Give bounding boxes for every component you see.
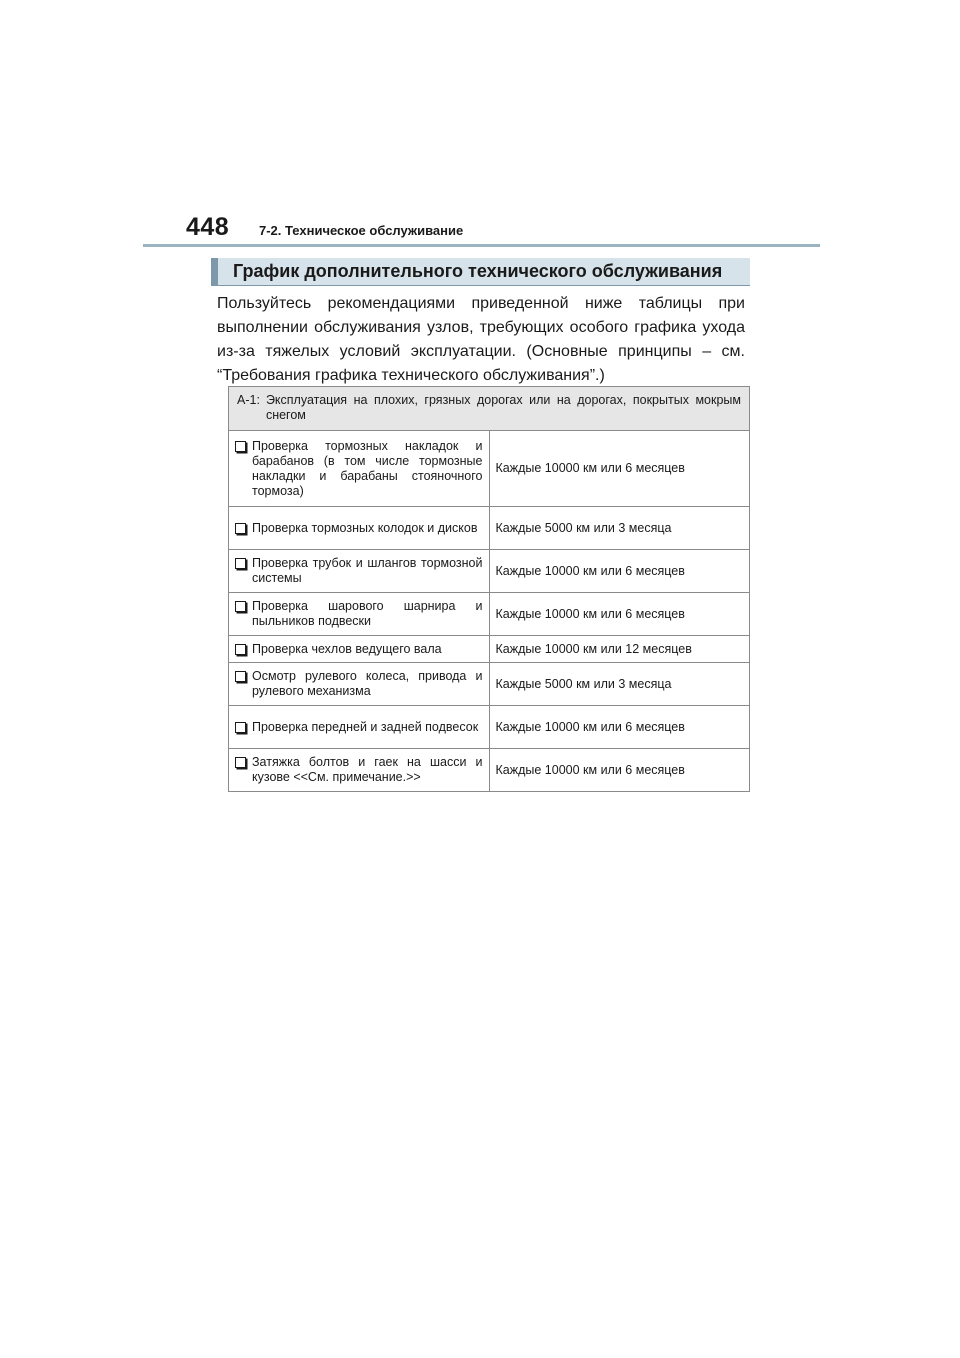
maintenance-table: [228, 386, 750, 792]
page-number: 448: [186, 213, 230, 241]
table-row: [229, 706, 750, 749]
item-text: Проверка трубок и шлангов тормозной системы: [252, 556, 483, 585]
interval-cell: Каждые 5000 км или 3 месяца: [489, 663, 750, 706]
checkbox-icon: [235, 601, 246, 612]
interval-cell: Каждые 10000 км или 6 месяцев: [489, 706, 750, 749]
item-cell: [229, 749, 490, 792]
checkbox-icon: [235, 523, 246, 534]
checkbox-icon: [235, 558, 246, 569]
item-cell: [229, 593, 490, 636]
item-cell: [229, 431, 490, 507]
item-text: Затяжка болтов и гаек на шасси и кузове <<См. примечание.>>: [252, 755, 483, 784]
table-row: [229, 507, 750, 550]
item-text: Проверка чехлов ведущего вала: [252, 641, 442, 656]
condition-code: A-1:: [237, 393, 260, 407]
interval-cell: Каждые 10000 км или 6 месяцев: [489, 431, 750, 507]
header-rule: [143, 244, 820, 247]
interval-cell: Каждые 10000 км или 6 месяцев: [489, 550, 750, 593]
interval-cell: Каждые 10000 км или 6 месяцев: [489, 593, 750, 636]
condition-description: Эксплуатация на плохих, грязных дорогах или на дорогах, покрытых мокрым снегом: [265, 393, 741, 422]
checkbox-icon: [235, 722, 246, 733]
intro-paragraph: Пользуйтесь рекомендациями приведенной ниже таблицы при выполнении обслуживания узлов, требующих особого графика ухода из-за тяжелых условий эксплуатации. (Основные принципы – см. “Требования графика технического обслуживания”.): [217, 295, 745, 384]
item-cell: [229, 663, 490, 706]
table-row: [229, 431, 750, 507]
section-title-bar: [211, 258, 750, 286]
interval-cell: Каждые 10000 км или 6 месяцев: [489, 749, 750, 792]
item-text: Проверка передней и задней подвесок: [252, 719, 479, 734]
table-row: [229, 663, 750, 706]
interval-cell: Каждые 5000 км или 3 месяца: [489, 507, 750, 550]
interval-cell: Каждые 10000 км или 12 месяцев: [489, 636, 750, 663]
item-cell: [229, 550, 490, 593]
table-row: [229, 593, 750, 636]
table-header-row: [229, 387, 750, 431]
item-text: Осмотр рулевого колеса, привода и рулевого механизма: [252, 669, 483, 698]
table-row: [229, 749, 750, 792]
item-text: Проверка шарового шарнира и пыльников подвески: [252, 599, 483, 628]
table-row: [229, 550, 750, 593]
item-cell: [229, 636, 490, 663]
item-text: Проверка тормозных накладок и барабанов (в том числе тормозные накладки и барабаны стояночного тормоза): [252, 438, 483, 498]
item-cell: [229, 507, 490, 550]
item-cell: [229, 706, 490, 749]
item-text: Проверка тормозных колодок и дисков: [252, 520, 478, 535]
checkbox-icon: [235, 757, 246, 768]
table-header-cell: [229, 387, 750, 431]
checkbox-icon: [235, 671, 246, 682]
table-row: [229, 636, 750, 663]
checkbox-icon: [235, 441, 246, 452]
section-title: График дополнительного технического обслуживания: [233, 261, 723, 281]
section-label: 7-2. Техническое обслуживание: [259, 223, 464, 238]
checkbox-icon: [235, 644, 246, 655]
